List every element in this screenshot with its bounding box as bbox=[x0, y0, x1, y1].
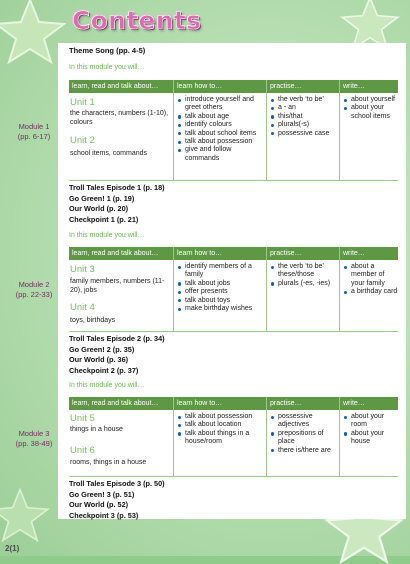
list-item: the verb ‘to be’ these/those bbox=[270, 263, 338, 280]
list-item: a birthday card bbox=[343, 288, 399, 296]
list-item: talk about location bbox=[177, 421, 265, 429]
column-divider bbox=[173, 80, 174, 180]
unit-topic: school items, commands bbox=[70, 150, 148, 157]
column-divider bbox=[173, 247, 174, 331]
unit-topic: family members, numbers (11-20), jobs bbox=[70, 278, 165, 294]
list-item: possessive adjectives bbox=[270, 413, 338, 430]
list-item: about your room bbox=[343, 413, 399, 430]
unit-topic: toys, birthdays bbox=[70, 317, 116, 324]
list-item: make birthday wishes bbox=[177, 305, 265, 313]
list-item: talk about things in a house/room bbox=[177, 430, 265, 447]
list-item: this/that bbox=[270, 113, 338, 121]
list-item: a - an bbox=[270, 104, 338, 112]
unit-title: Unit 6 bbox=[70, 445, 95, 456]
list-item: possessive case bbox=[270, 130, 338, 138]
unit-topic: things in a house bbox=[70, 426, 123, 433]
practise-list bbox=[270, 413, 338, 455]
header-learn-read-talk: learn, read and talk about… bbox=[69, 397, 173, 410]
write-list bbox=[343, 96, 399, 121]
practise-list bbox=[270, 96, 338, 138]
learn-how-list bbox=[177, 96, 265, 163]
module-number: Module 1 bbox=[18, 122, 50, 131]
unit-title: Unit 1 bbox=[70, 97, 95, 108]
list-item: about your house bbox=[343, 430, 399, 447]
module-pages: (pp. 6-17) bbox=[17, 132, 51, 141]
module-1-extra-sections bbox=[69, 183, 165, 226]
header-practise: practise… bbox=[267, 80, 339, 93]
column-divider bbox=[339, 80, 340, 180]
learn-how-list bbox=[177, 263, 265, 313]
troll-tales-link[interactable]: Troll Tales Episode 3 (p. 50) bbox=[69, 479, 165, 488]
checkpoint-link[interactable]: Checkpoint 2 (p. 37) bbox=[69, 366, 139, 376]
table-bottom-border bbox=[69, 331, 398, 332]
go-green-link[interactable]: Go Green! 3 (p. 51) bbox=[69, 489, 135, 499]
list-item: talk about possession bbox=[177, 413, 265, 421]
header-learn-read-talk: learn, read and talk about… bbox=[69, 247, 173, 260]
column-divider bbox=[266, 397, 267, 476]
go-green-link[interactable]: Go Green! 2 (p. 35) bbox=[69, 344, 135, 354]
theme-song-link[interactable]: Theme Song (pp. 4-5) bbox=[69, 46, 146, 55]
column-divider bbox=[339, 247, 340, 331]
module-3-label bbox=[6, 429, 62, 449]
list-item: about a member of your family bbox=[343, 263, 399, 288]
module-intro: In this module you will… bbox=[69, 382, 145, 389]
list-item: talk about school items bbox=[177, 130, 265, 138]
checkpoint-link[interactable]: Checkpoint 1 (p. 21) bbox=[69, 215, 139, 225]
unit-topic: rooms, things in a house bbox=[70, 459, 147, 466]
write-list bbox=[343, 263, 399, 297]
module-2-extra-sections bbox=[69, 334, 165, 377]
column-divider bbox=[266, 80, 267, 180]
our-world-link[interactable]: Our World (p. 20) bbox=[69, 204, 129, 214]
unit-topic: the characters, numbers (1-10), colours bbox=[70, 110, 169, 126]
unit-title: Unit 3 bbox=[70, 264, 95, 275]
module-1-label bbox=[6, 122, 62, 142]
header-write: write… bbox=[340, 397, 398, 410]
header-write: write… bbox=[340, 80, 398, 93]
list-item: talk about age bbox=[177, 113, 265, 121]
list-item: talk about toys bbox=[177, 297, 265, 305]
list-item: about your school items bbox=[343, 104, 399, 121]
unit-title: Unit 2 bbox=[70, 135, 95, 146]
list-item: plurals (-es, -ies) bbox=[270, 280, 338, 288]
list-item: identify colours bbox=[177, 121, 265, 129]
list-item: the verb ‘to be’ bbox=[270, 96, 338, 104]
header-learn-how: learn how to… bbox=[174, 397, 266, 410]
header-practise: practise… bbox=[267, 397, 339, 410]
module-3-extra-sections bbox=[69, 479, 165, 522]
our-world-link[interactable]: Our World (p. 52) bbox=[69, 500, 129, 510]
unit-title: Unit 5 bbox=[70, 413, 95, 424]
list-item: plurals(-s) bbox=[270, 121, 338, 129]
module-intro: In this module you will… bbox=[69, 232, 145, 239]
list-item: prepositions of place bbox=[270, 430, 338, 447]
list-item: introduce yourself and greet others bbox=[177, 96, 265, 113]
page-number: 2(1) bbox=[5, 544, 20, 553]
list-item: give and follow commands bbox=[177, 146, 265, 163]
learn-how-list bbox=[177, 413, 265, 447]
column-divider bbox=[266, 247, 267, 331]
list-item: offer presents bbox=[177, 288, 265, 296]
module-pages: (pp. 38-49) bbox=[15, 439, 53, 448]
list-item: there is/there are bbox=[270, 447, 338, 455]
column-divider bbox=[339, 397, 340, 476]
list-item: talk about possession bbox=[177, 138, 265, 146]
table-bottom-border bbox=[69, 476, 398, 477]
header-learn-how: learn how to… bbox=[174, 80, 266, 93]
module-intro: In this module you will… bbox=[69, 64, 145, 71]
unit-title: Unit 4 bbox=[70, 302, 95, 313]
header-practise: practise… bbox=[267, 247, 339, 260]
header-write: write… bbox=[340, 247, 398, 260]
practise-list bbox=[270, 263, 338, 288]
module-number: Module 2 bbox=[18, 280, 50, 289]
header-learn-how: learn how to… bbox=[174, 247, 266, 260]
checkpoint-link[interactable]: Checkpoint 3 (p. 53) bbox=[69, 511, 139, 521]
module-number: Module 3 bbox=[18, 429, 50, 438]
header-learn-read-talk: learn, read and talk about… bbox=[69, 80, 173, 93]
go-green-link[interactable]: Go Green! 1 (p. 19) bbox=[69, 193, 135, 203]
table-bottom-border bbox=[69, 180, 398, 181]
list-item: talk about jobs bbox=[177, 280, 265, 288]
page-title: Contents bbox=[72, 6, 202, 35]
module-2-label bbox=[6, 280, 62, 300]
star-decoration-top-left-icon bbox=[0, 0, 66, 64]
module-pages: (pp. 22-33) bbox=[15, 290, 53, 299]
troll-tales-link[interactable]: Troll Tales Episode 1 (p. 18) bbox=[69, 183, 165, 192]
troll-tales-link[interactable]: Troll Tales Episode 2 (p. 34) bbox=[69, 334, 165, 343]
write-list bbox=[343, 413, 399, 447]
our-world-link[interactable]: Our World (p. 36) bbox=[69, 355, 129, 365]
star-decoration-bottom-left-icon bbox=[0, 488, 50, 542]
list-item: identify members of a family bbox=[177, 263, 265, 280]
list-item: about yourself bbox=[343, 96, 399, 104]
